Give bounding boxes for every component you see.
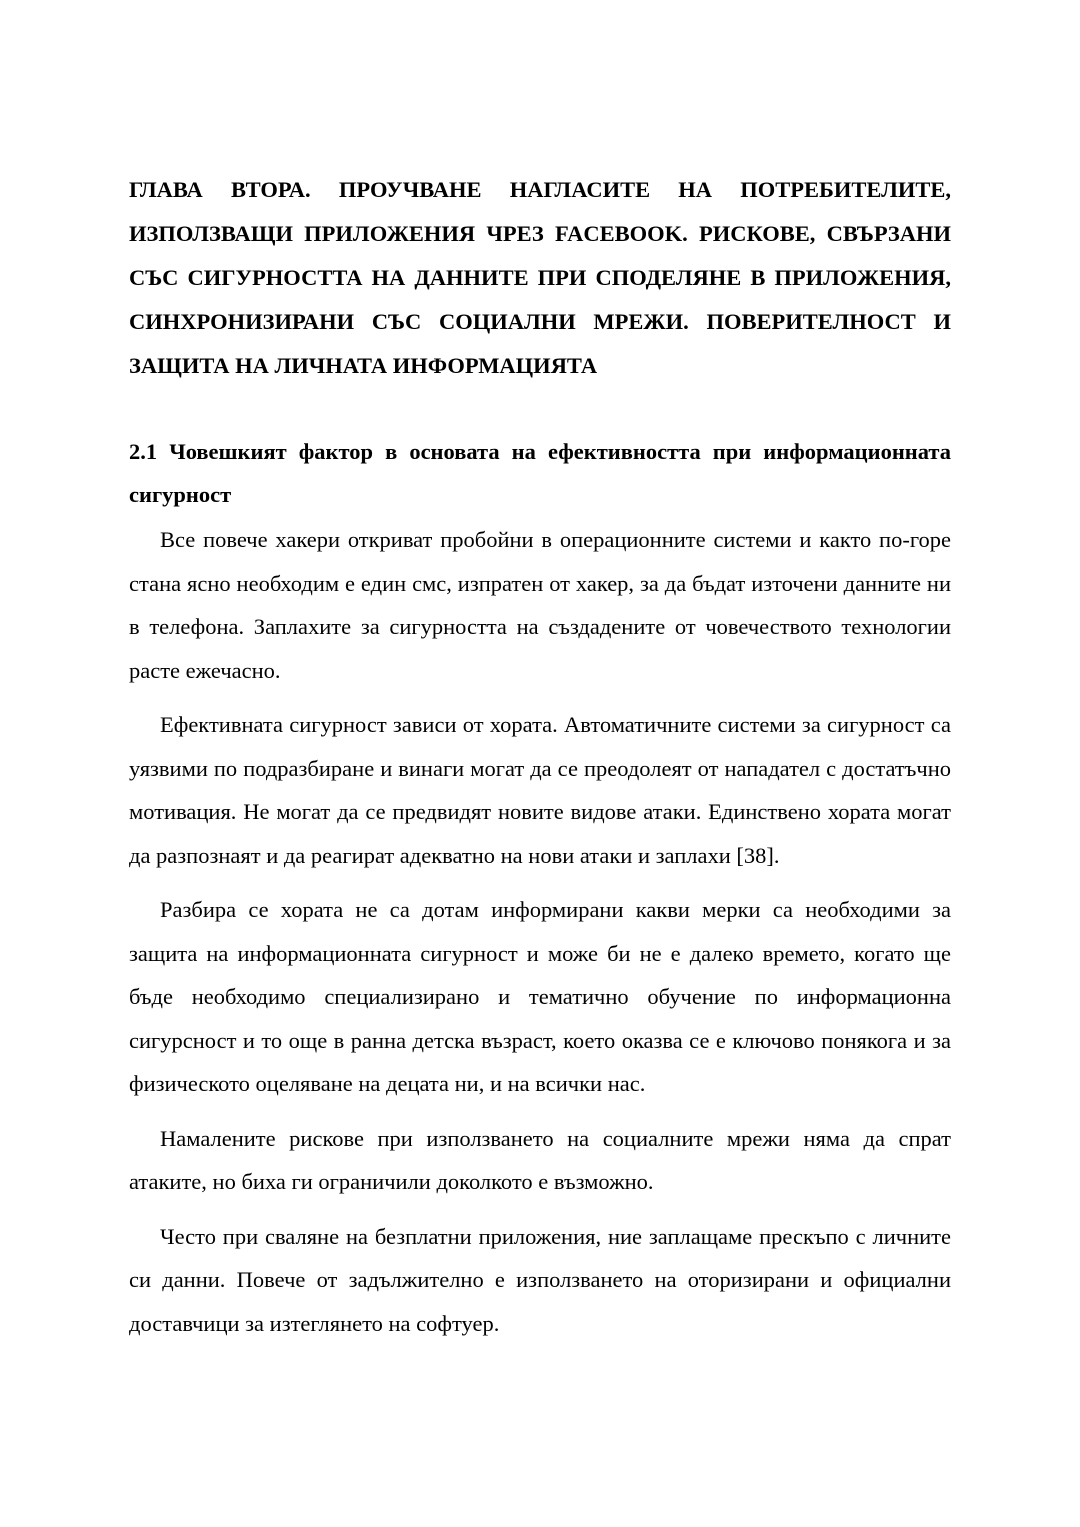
document-page — [129, 0, 951, 1527]
chapter-title: ГЛАВА ВТОРА. ПРОУЧВАНЕ НАГЛАСИТЕ НА ПОТРЕБИТЕЛИТЕ, ИЗПОЛЗВАЩИ ПРИЛОЖЕНИЯ ЧРЕЗ FACEBOOK. РИСКОВЕ, СВЪРЗАНИ СЪС СИГУРНОСТТА НА ДАННИТЕ ПРИ СПОДЕЛЯНЕ В ПРИЛОЖЕНИЯ, СИНХРОНИЗИРАНИ СЪС СОЦИАЛНИ МРЕЖИ. ПОВЕРИТЕЛНОСТ И ЗАЩИТА НА ЛИЧНАТА ИНФОРМАЦИЯТА — [129, 177, 951, 378]
paragraph-3: Разбира се хората не са дотам информирани какви мерки са необходими за защита на информационната сигурност и може би не е далеко времето, когато ще бъде необходимо специализирано и тематично обучение по информационна сигурсност и то още в ранна детска възраст, което оказва се е ключово понякога и за физическото оцеляване на децата ни, и на всички нас. — [129, 897, 951, 1096]
paragraph-2: Ефективната сигурност зависи от хората. Автоматичните системи за сигурност са уязвими по подразбиране и винаги могат да се преодолеят от нападател с достатъчно мотивация. Не могат да се предвидят новите видове атаки. Единствено хората могат да разпознаят и да реагират адекватно на нови атаки и заплахи [38]. — [129, 712, 951, 868]
paragraph-5: Често при сваляне на безплатни приложения, ние заплащаме прескъпо с личните си данни. Повече от задължително е използването на оторизирани и официални доставчици за изтеглянето на софтуер. — [129, 1223, 951, 1336]
section-title: 2.1 Човешкият фактор в основата на ефективността при информационната сигурност — [129, 439, 951, 507]
body-text — [129, 518, 951, 1356]
paragraph-4: Намалените рискове при използването на социалните мрежи няма да спрат атаките, но биха ги ограничили доколкото е възможно. — [129, 1125, 951, 1194]
paragraph-1: Все повече хакери откриват пробойни в операционните системи и както по-горе стана ясно необходим е един смс, изпратен от хакер, за да бъдат източени данните ни в телефона. Заплахите за сигурността на създадените от човечеството технологии расте ежечасно. — [129, 527, 951, 683]
